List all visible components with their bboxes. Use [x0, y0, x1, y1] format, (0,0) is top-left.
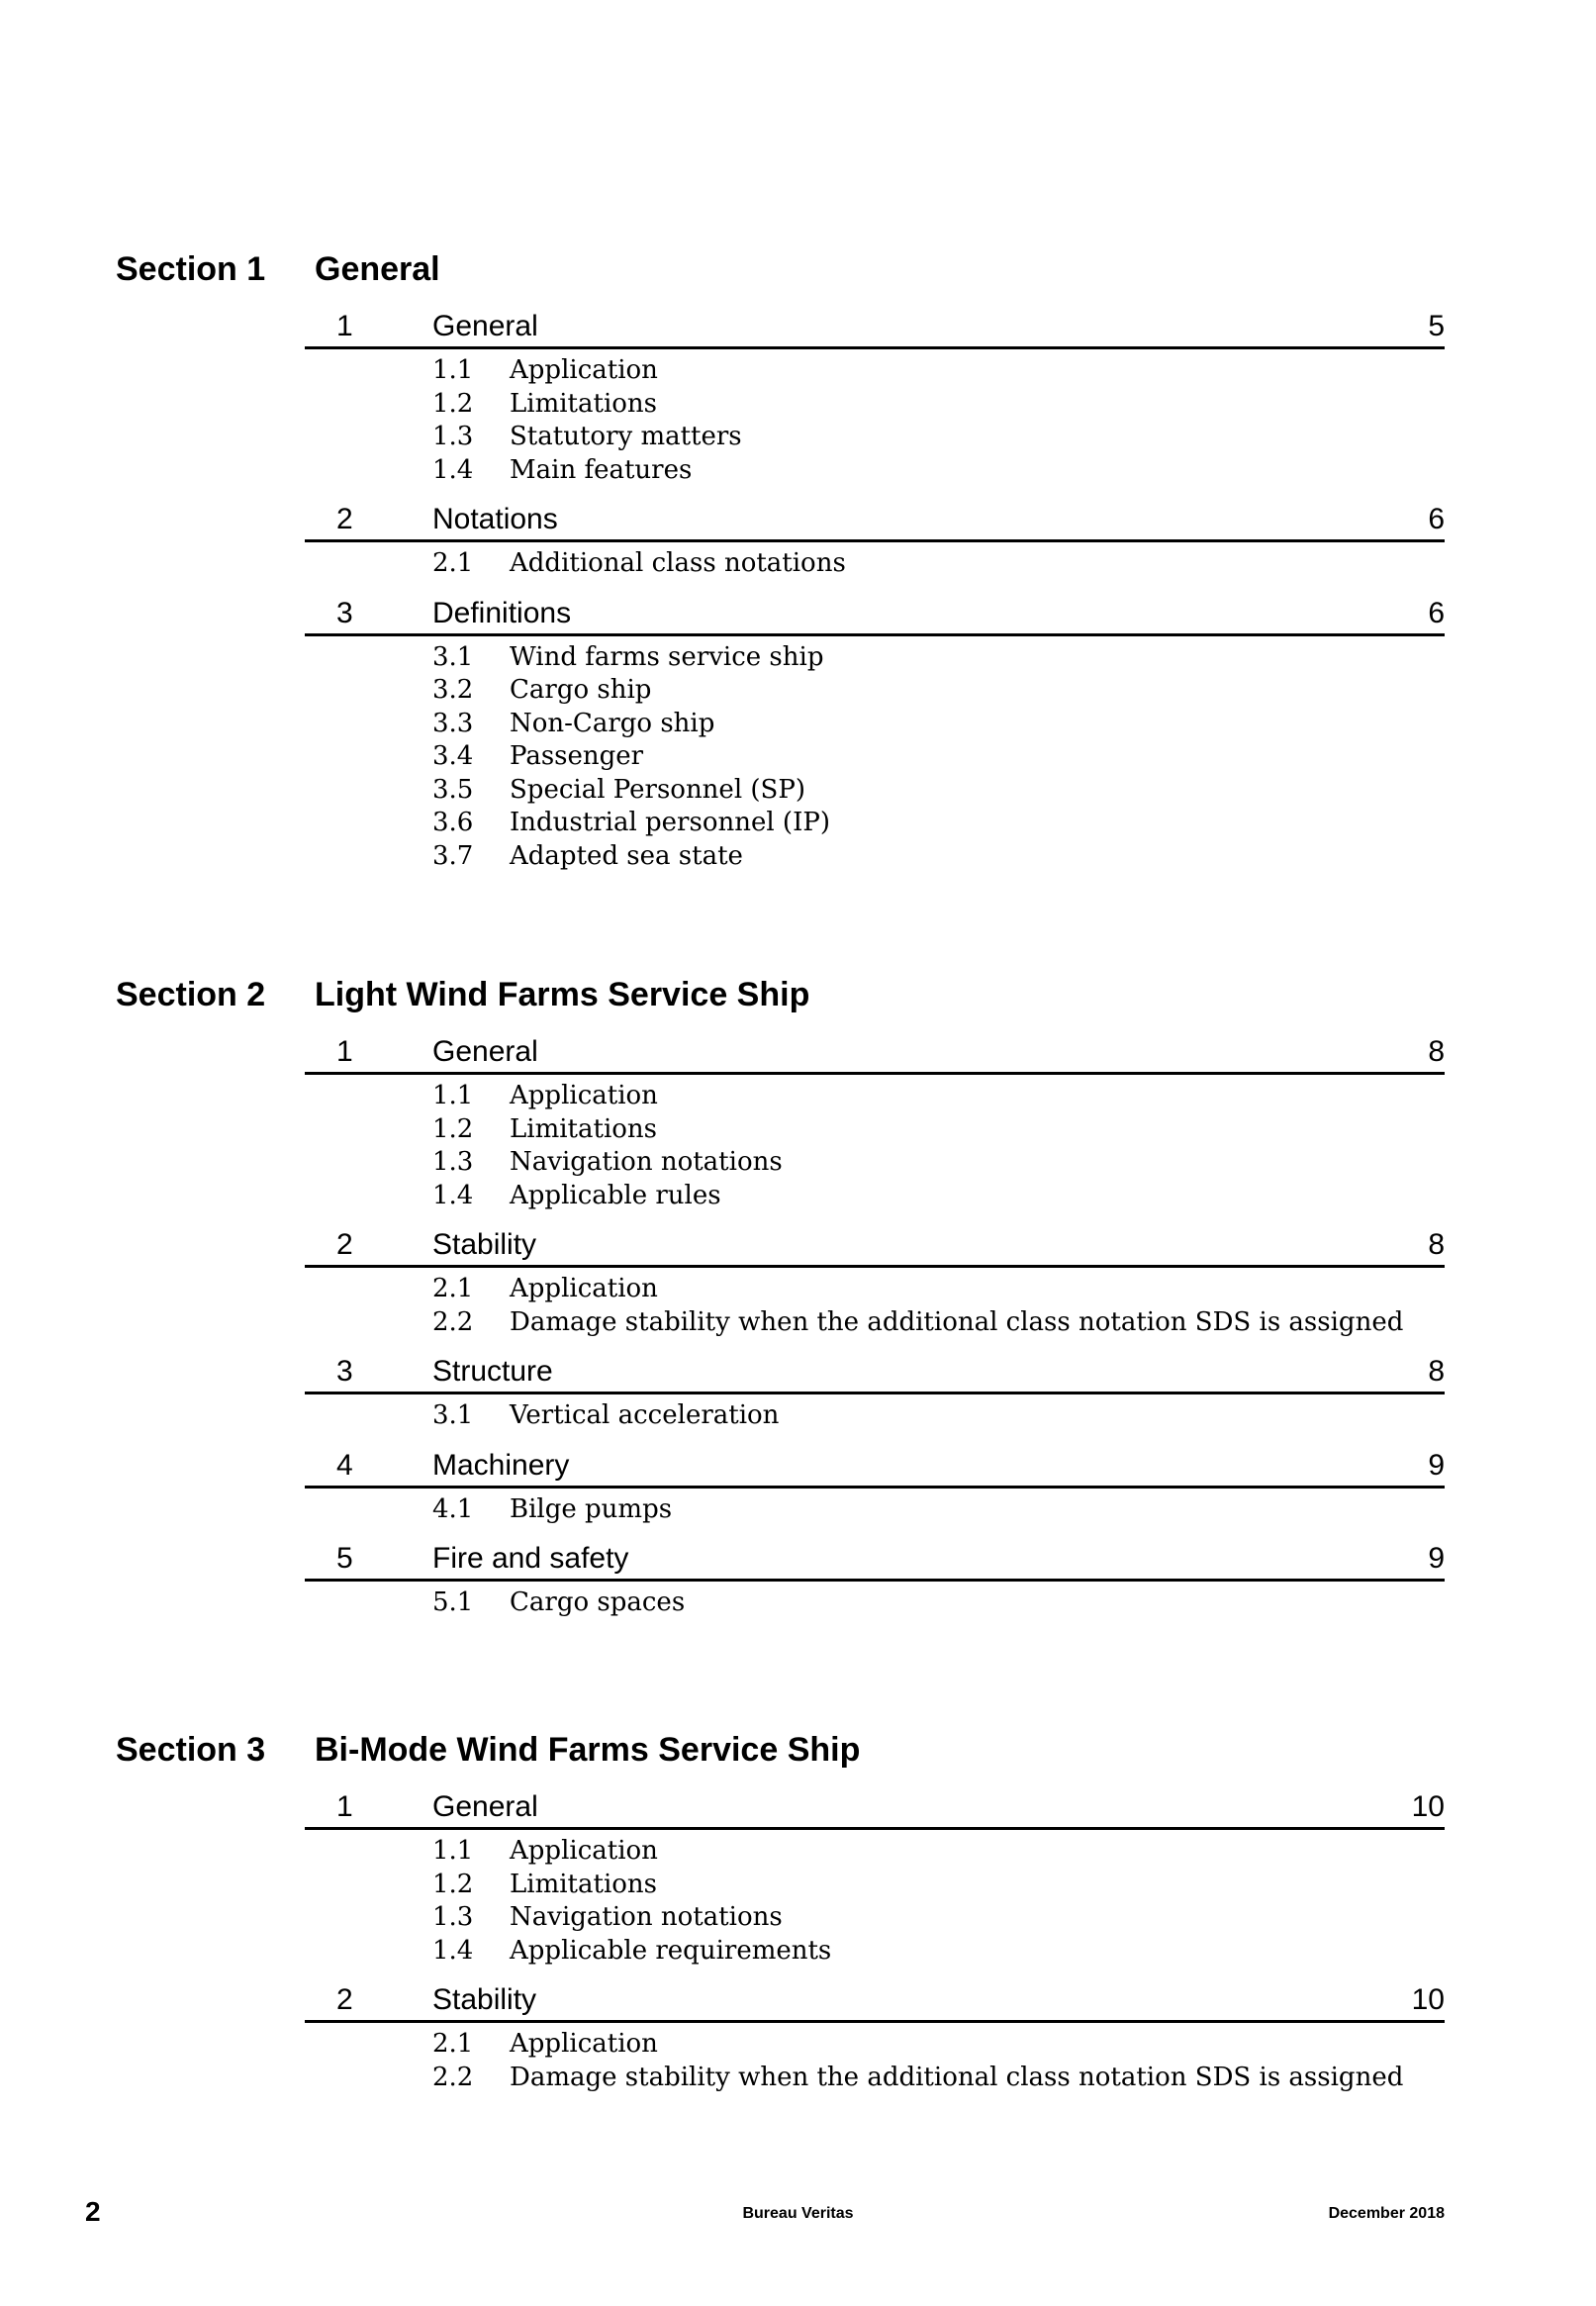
- toc-subitem[interactable]: [0, 1934, 1596, 1968]
- toc-subitem[interactable]: [0, 1834, 1596, 1868]
- subitem-number: 2.1: [432, 1274, 474, 1303]
- subitem-number: 1.3: [432, 422, 474, 451]
- footer-publisher: Bureau Veritas: [742, 2205, 854, 2222]
- toc-subitem[interactable]: [0, 387, 1596, 421]
- subitem-title: Bilge pumps: [510, 1493, 673, 1524]
- article-heading[interactable]: [305, 1352, 1445, 1394]
- subitem-number: 3.5: [432, 774, 474, 805]
- subitem-number: 3.7: [432, 840, 474, 871]
- subitem-number: 2.2: [432, 1306, 474, 1337]
- article-page-number: 6: [1428, 596, 1445, 629]
- toc-subitem[interactable]: [0, 453, 1596, 487]
- article-heading[interactable]: [305, 307, 1445, 349]
- toc-subitem[interactable]: [0, 1305, 1596, 1339]
- subitem-title: Adapted sea state: [510, 840, 743, 871]
- article-number: 4: [336, 1448, 353, 1482]
- toc-subitem[interactable]: [0, 739, 1596, 773]
- subitem-title: Main features: [510, 454, 693, 485]
- toc-subitem[interactable]: [0, 707, 1596, 740]
- toc-subitem[interactable]: [0, 673, 1596, 707]
- subitem-title: Application: [510, 1274, 658, 1303]
- article-title: Definitions: [432, 596, 572, 629]
- subitem-title: Industrial personnel (IP): [510, 808, 830, 837]
- article-title: General: [432, 1035, 538, 1068]
- subitem-title: Navigation notations: [510, 1902, 783, 1932]
- subitem-number: 5.1: [432, 1587, 474, 1617]
- toc-subitem[interactable]: [0, 640, 1596, 674]
- toc-subitem[interactable]: [0, 1492, 1596, 1526]
- subitem-number: 2.1: [432, 2029, 474, 2059]
- toc-subitem[interactable]: [0, 1398, 1596, 1432]
- subitem-title: Statutory matters: [510, 422, 742, 451]
- toc-subitem[interactable]: [0, 806, 1596, 839]
- subitem-title: Navigation notations: [510, 1147, 783, 1177]
- article-heading[interactable]: [305, 594, 1445, 636]
- footer-date: December 2018: [1328, 2205, 1445, 2222]
- section-title: Bi-Mode Wind Farms Service Ship: [315, 1731, 861, 1769]
- article-title: Fire and safety: [432, 1542, 629, 1575]
- page-footer: [0, 2192, 1596, 2232]
- article-heading[interactable]: [305, 500, 1445, 542]
- subitem-title: Additional class notations: [510, 548, 846, 578]
- section-title: Light Wind Farms Service Ship: [315, 976, 810, 1013]
- article-heading[interactable]: [305, 1032, 1445, 1075]
- toc-subitem[interactable]: [0, 1079, 1596, 1112]
- toc-subitem[interactable]: [0, 2027, 1596, 2061]
- article-title: Machinery: [432, 1448, 570, 1482]
- subitem-number: 1.4: [432, 454, 474, 485]
- article-page-number: 9: [1428, 1542, 1445, 1575]
- subitem-number: 3.3: [432, 708, 474, 738]
- article-title: General: [432, 1790, 538, 1823]
- article-heading[interactable]: [305, 1980, 1445, 2023]
- article-title: Structure: [432, 1355, 553, 1388]
- subitem-title: Cargo spaces: [510, 1587, 686, 1617]
- article-number: 1: [336, 1790, 353, 1823]
- toc-subitem[interactable]: [0, 420, 1596, 453]
- toc-subitem[interactable]: [0, 2061, 1596, 2094]
- subitem-number: 3.1: [432, 641, 474, 672]
- subitem-title: Applicable requirements: [510, 1935, 832, 1966]
- subitem-title: Special Personnel (SP): [510, 774, 805, 805]
- article-page-number: 8: [1428, 1228, 1445, 1261]
- toc-subitem[interactable]: [0, 773, 1596, 807]
- subitem-number: 3.2: [432, 675, 474, 705]
- toc-subitem[interactable]: [0, 353, 1596, 387]
- article-page-number: 10: [1411, 1790, 1445, 1823]
- article-heading[interactable]: [305, 1539, 1445, 1582]
- toc-subitem[interactable]: [0, 1272, 1596, 1305]
- article-heading[interactable]: [305, 1446, 1445, 1489]
- subitem-title: Application: [510, 1081, 658, 1110]
- subitem-number: 1.4: [432, 1180, 474, 1210]
- article-number: 3: [336, 1355, 353, 1388]
- article-number: 5: [336, 1542, 353, 1575]
- article-heading[interactable]: [305, 1787, 1445, 1830]
- article-page-number: 10: [1411, 1983, 1445, 2016]
- toc-subitem[interactable]: [0, 1900, 1596, 1934]
- article-title: Notations: [432, 503, 558, 535]
- article-heading[interactable]: [305, 1225, 1445, 1268]
- subitem-number: 3.4: [432, 741, 474, 771]
- subitem-number: 1.1: [432, 1081, 474, 1110]
- subitem-title: Passenger: [510, 741, 644, 771]
- subitem-number: 1.2: [432, 1869, 474, 1899]
- toc-subitem[interactable]: [0, 1145, 1596, 1179]
- subitem-number: 1.2: [432, 1113, 474, 1144]
- subitem-number: 3.1: [432, 1400, 474, 1430]
- subitem-title: Limitations: [510, 1869, 658, 1899]
- article-number: 2: [336, 503, 353, 535]
- toc-subitem[interactable]: [0, 1585, 1596, 1619]
- article-page-number: 8: [1428, 1355, 1445, 1388]
- article-number: 1: [336, 310, 353, 342]
- article-number: 3: [336, 596, 353, 629]
- subitem-title: Damage stability when the additional class notation SDS is assigned: [510, 2062, 1404, 2092]
- toc-subitem[interactable]: [0, 1868, 1596, 1901]
- toc-subitem[interactable]: [0, 1112, 1596, 1146]
- subitem-title: Applicable rules: [510, 1180, 721, 1210]
- article-number: 2: [336, 1983, 353, 2016]
- subitem-number: 2.2: [432, 2062, 474, 2092]
- subitem-title: Limitations: [510, 1113, 658, 1144]
- footer-page-number: 2: [85, 2196, 101, 2227]
- subitem-title: Wind farms service ship: [510, 641, 824, 672]
- subitem-number: 1.2: [432, 388, 474, 419]
- article-page-number: 9: [1428, 1448, 1445, 1482]
- toc-subitem[interactable]: [0, 546, 1596, 580]
- subitem-title: Application: [510, 1836, 658, 1866]
- subitem-number: 1.3: [432, 1902, 474, 1932]
- article-page-number: 5: [1428, 310, 1445, 342]
- subitem-title: Cargo ship: [510, 675, 652, 705]
- toc-subitem[interactable]: [0, 839, 1596, 873]
- article-page-number: 8: [1428, 1035, 1445, 1068]
- subitem-title: Damage stability when the additional class notation SDS is assigned: [510, 1306, 1404, 1337]
- article-page-number: 6: [1428, 503, 1445, 535]
- article-title: General: [432, 310, 538, 342]
- subitem-number: 1.1: [432, 1836, 474, 1866]
- subitem-title: Limitations: [510, 388, 658, 419]
- article-number: 1: [336, 1035, 353, 1068]
- subitem-number: 2.1: [432, 548, 474, 578]
- section-title: General: [315, 250, 440, 288]
- article-title: Stability: [432, 1983, 537, 2016]
- article-number: 2: [336, 1228, 353, 1261]
- subitem-title: Vertical acceleration: [510, 1400, 780, 1430]
- subitem-number: 3.6: [432, 808, 474, 837]
- article-title: Stability: [432, 1228, 537, 1261]
- section-label: Section 3: [116, 1731, 266, 1769]
- subitem-number: 1.1: [432, 355, 474, 385]
- subitem-number: 1.3: [432, 1147, 474, 1177]
- toc-subitem[interactable]: [0, 1179, 1596, 1212]
- section-label: Section 2: [116, 976, 266, 1013]
- subitem-title: Application: [510, 355, 658, 385]
- subitem-title: Application: [510, 2029, 658, 2059]
- subitem-number: 1.4: [432, 1935, 474, 1966]
- subitem-title: Non-Cargo ship: [510, 708, 715, 738]
- section-label: Section 1: [116, 250, 266, 288]
- subitem-number: 4.1: [432, 1493, 474, 1524]
